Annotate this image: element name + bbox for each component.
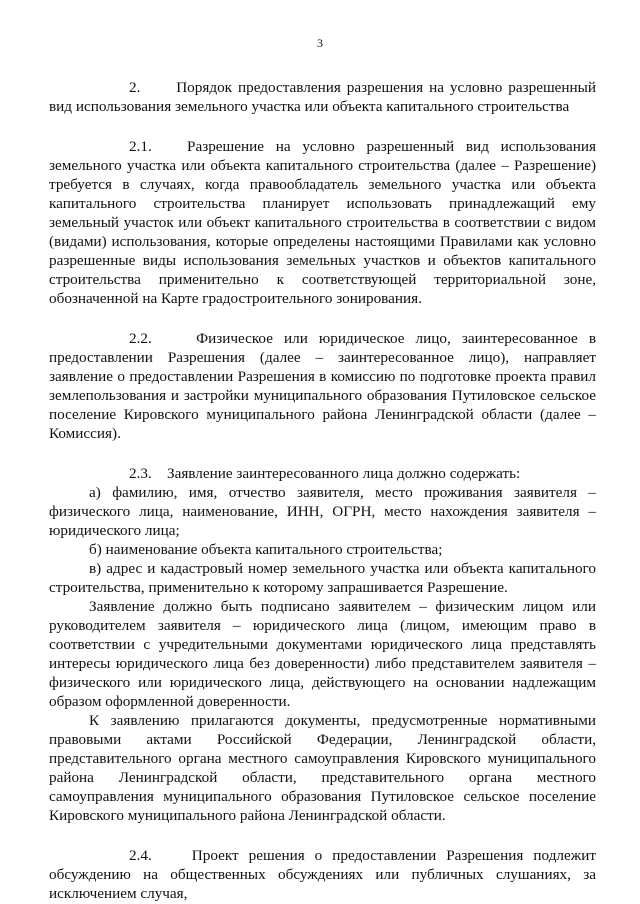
paragraph-text: Проект решения о предоставлении Разрешения подлежит обсуждению на общественных обсуждениях или публичных слушаниях, за исключением случая, [49, 847, 597, 902]
signature-paragraph: Заявление должно быть подписано заявителем – физическим лицом или руководителем заявителя – юридического лица (лицом, имеющим право в соответствии с учредительными документами юридического лица представлять интересы юридического лица без доверенности) либо представителем заявителя – физического или юридического лица, действующего на основании надлежащим образом оформленной доверенности. [49, 598, 596, 710]
paragraph-2-1 [49, 137, 596, 308]
paragraph-text: Физическое или юридическое лицо, заинтересованное в предоставлении Разрешения (далее – заинтересованное лицо), направляет заявление о предоставлении Разрешения в комиссию по подготовке проекта правил землепользования и застройки муниципального образования Путиловское сельское поселение Кировского муниципального района Ленинградской области (далее – Комиссия). [49, 330, 597, 442]
list-item-c: в) адрес и кадастровый номер земельного участка или объекта капитального строительства, применительно к которому запрашивается Разрешение. [49, 560, 596, 596]
paragraph-text: Заявление заинтересованного лица должно содержать: [166, 465, 521, 482]
paragraph-number: 2.2. [129, 330, 152, 347]
section-number: 2. [129, 79, 141, 96]
paragraph-text: Разрешение на условно разрешенный вид использования земельного участка или объекта капитального строительства (далее – Разрешение) требуется в случаях, когда правообладатель земельного участка или объекта капитального строительства планирует использовать принадлежащий ему земельный участок или объект капитального строительства в соответствии с видом (видами) использования, которые определены настоящими Правилами как условно разрешенные виды использования земельных участков и объектов капитального строительства применительно к соответствующей территориальной зоне, обозначенной на Карте градостроительного зонирования. [49, 138, 597, 307]
page-number: 3 [317, 36, 323, 50]
paragraph-2-3 [49, 464, 596, 483]
paragraph-2-4 [49, 846, 596, 903]
section-2-heading [49, 78, 596, 116]
section-title: Порядок предоставления разрешения на условно разрешенный вид использования земельного участка или объекта капитального строительства [49, 79, 596, 115]
paragraph-number: 2.1. [129, 138, 152, 155]
paragraph-number: 2.3. [129, 465, 152, 482]
list-item-b: б) наименование объекта капитального строительства; [89, 541, 443, 558]
paragraph-2-2 [49, 329, 596, 443]
paragraph-number: 2.4. [129, 847, 152, 864]
attachments-paragraph: К заявлению прилагаются документы, предусмотренные нормативными правовыми актами Российской Федерации, Ленинградской области, представительного органа местного самоуправления Кировского муниципального района Ленинградской области, представительного органа местного самоуправления муниципального образования Путиловское сельское поселение Кировского муниципального района Ленинградской области. [49, 712, 596, 824]
document-body [49, 78, 596, 903]
list-item-a: а) фамилию, имя, отчество заявителя, место проживания заявителя – физического лица, наименование, ИНН, ОГРН, место нахождения заявителя – юридического лица; [49, 484, 596, 539]
